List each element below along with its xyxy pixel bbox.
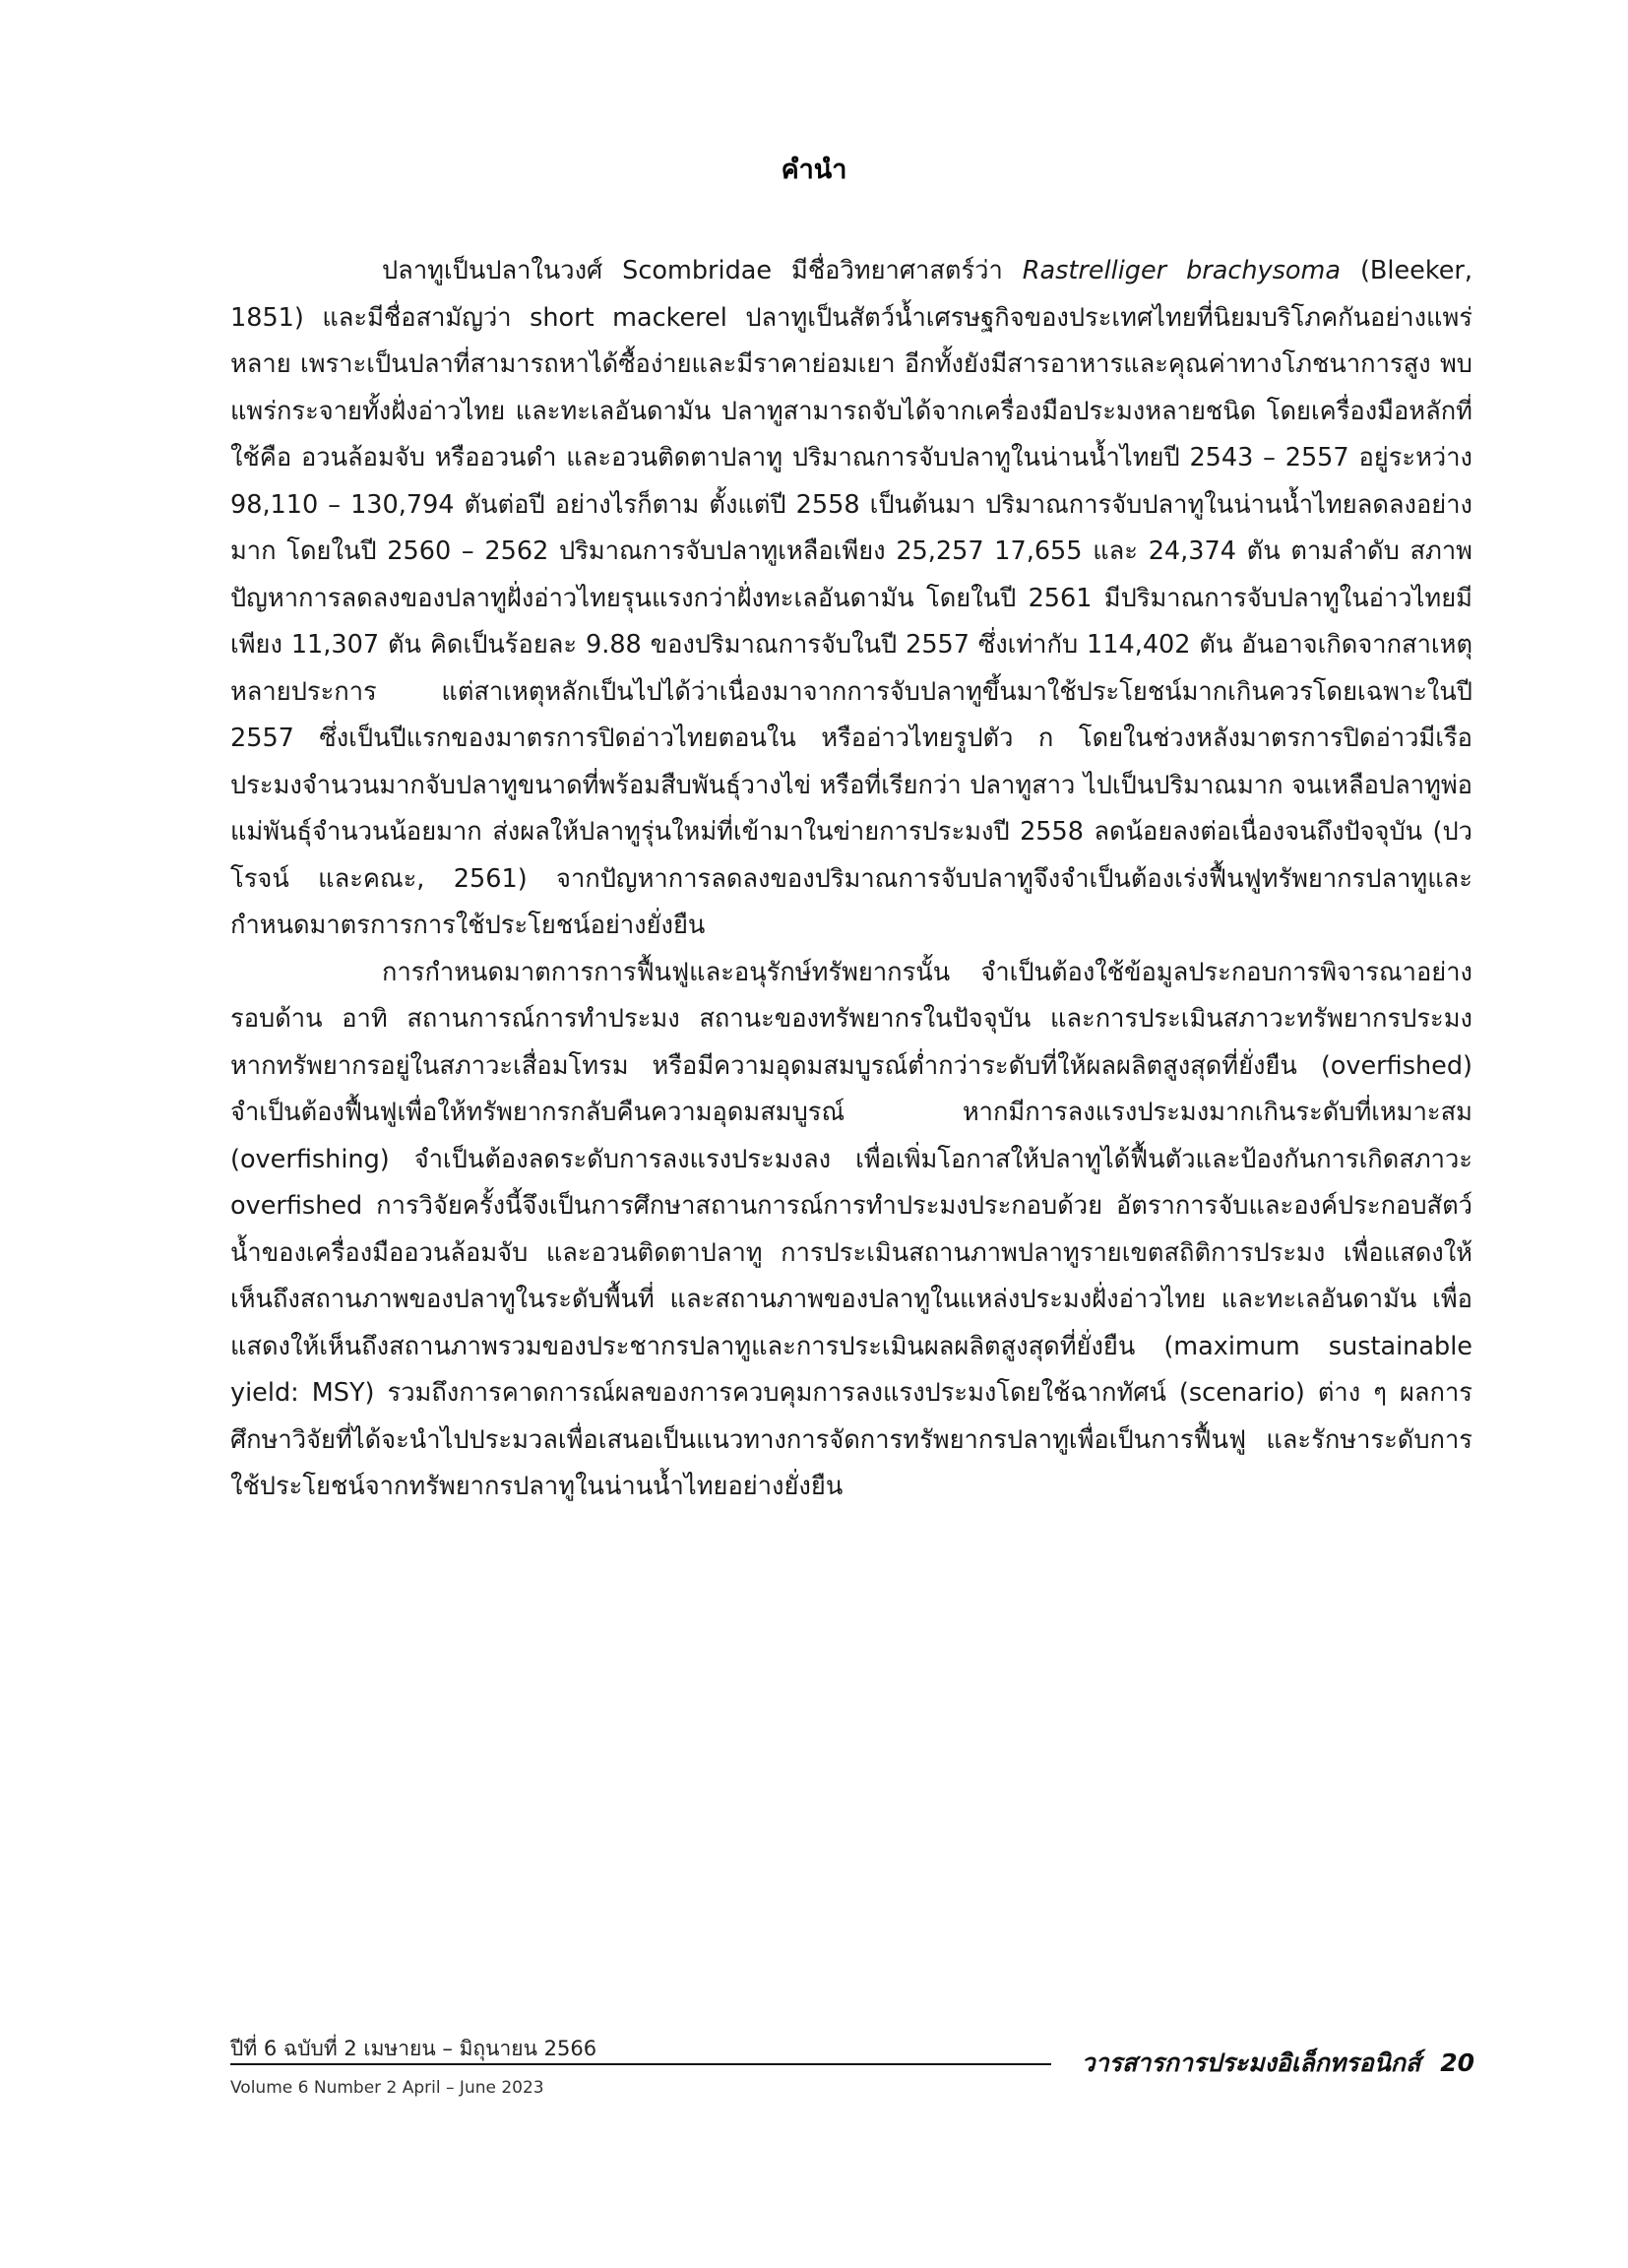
body-text [230, 248, 1472, 1511]
footer-issue [230, 2034, 596, 2101]
paragraph-2: การกำหนดมาตการการฟื้นฟูและอนุรักษ์ทรัพยากรนั้น จำเป็นต้องใช้ข้อมูลประกอบการพิจารณาอย่างรอบด้าน อาทิ สถานการณ์การทำประมง สถานะของทรัพยากรในปัจจุบัน และการประเมินสภาวะทรัพยากรประมง หากทรัพยากรอยู่ในสภาวะเสื่อมโทรม หรือมีความอุดมสมบูรณ์ต่ำกว่าระดับที่ให้ผลผลิตสูงสุดที่ยั่งยืน (overfished) จำเป็นต้องฟื้นฟูเพื่อให้ทรัพยากรกลับคืนความอุดมสมบูรณ์ หากมีการลงแรงประมงมากเกินระดับที่เหมาะสม (overfishing) จำเป็นต้องลดระดับการลงแรงประมงลง เพื่อเพิ่มโอกาสให้ปลาทูได้ฟื้นตัวและป้องกันการเกิดสภาวะ overfished การวิจัยครั้งนี้จึงเป็นการศึกษาสถานการณ์การทำประมงประกอบด้วย อัตราการจับและองค์ประกอบสัตว์น้ำของเครื่องมืออวนล้อมจับ และอวนติดตาปลาทู การประเมินสถานภาพปลาทูรายเขตสถิติการประมง เพื่อแสดงให้เห็นถึงสถานภาพของปลาทูในระดับพื้นที่ และสถานภาพของปลาทูในแหล่งประมงฝั่งอ่าวไทย และทะเลอันดามัน เพื่อแสดงให้เห็นถึงสถานภาพรวมของประชากรปลาทูและการประเมินผลผลิตสูงสุดที่ยั่งยืน (maximum sustainable yield: MSY) รวมถึงการคาดการณ์ผลของการควบคุมการลงแรงประมงโดยใช้ฉากทัศน์ (scenario) ต่าง ๆ ผลการศึกษาวิจัยที่ได้จะนำไปประมวลเพื่อเสนอเป็นแนวทางการจัดการทรัพยากรปลาทูเพื่อเป็นการฟื้นฟู และรักษาระดับการใช้ประโยชน์จากทรัพยากรปลาทูในน่านน้ำไทยอย่างยั่งยืน [230, 957, 1472, 1501]
issue-english: Volume 6 Number 2 April – June 2023 [230, 2078, 544, 2098]
journal-name: วารสารการประมงอิเล็กทรอนิกส์ [1081, 2048, 1421, 2077]
issue-thai: ปีที่ 6 ฉบับที่ 2 เมษายน – มิถุนายน 2566 [230, 2037, 597, 2060]
page-title: คำนำ [781, 155, 847, 185]
footer-journal [1082, 2044, 1474, 2083]
page-number: 20 [1440, 2048, 1474, 2077]
scientific-name: Rastrelliger brachysoma [1022, 256, 1342, 285]
paragraph-1 [230, 248, 1472, 950]
paragraph-1-intro: ปลาทูเป็นปลาในวงศ์ Scombridae มีชื่อวิทยาศาสตร์ว่า [382, 256, 1023, 285]
paragraph-1-rest: (Bleeker, 1851) และมีชื่อสามัญว่า short mackerel ปลาทูเป็นสัตว์น้ำเศรษฐกิจของประเทศไทยที่นิยมบริโภคกันอย่างแพร่หลาย เพราะเป็นปลาที่สามารถหาได้ซื้อง่ายและมีราคาย่อมเยา อีกทั้งยังมีสารอาหารและคุณค่าทางโภชนาการสูง พบแพร่กระจายทั้งฝั่งอ่าวไทย และทะเลอันดามัน ปลาทูสามารถจับได้จากเครื่องมือประมงหลายชนิด โดยเครื่องมือหลักที่ใช้คือ อวนล้อมจับ หรืออวนดำ และอวนติดตาปลาทู ปริมาณการจับปลาทูในน่านน้ำไทยปี 2543 – 2557 อยู่ระหว่าง 98,110 – 130,794 ตันต่อปี อย่างไรก็ตาม ตั้งแต่ปี 2558 เป็นต้นมา ปริมาณการจับปลาทูในน่านน้ำไทยลดลงอย่างมาก โดยในปี 2560 – 2562 ปริมาณการจับปลาทูเหลือเพียง 25,257 17,655 และ 24,374 ตัน ตามลำดับ สภาพปัญหาการลดลงของปลาทูฝั่งอ่าวไทยรุนแรงกว่าฝั่งทะเลอันดามัน โดยในปี 2561 มีปริมาณการจับปลาทูในอ่าวไทยมีเพียง 11,307 ตัน คิดเป็นร้อยละ 9.88 ของปริมาณการจับในปี 2557 ซึ่งเท่ากับ 114,402 ตัน อันอาจเกิดจากสาเหตุหลายประการ แต่สาเหตุหลักเป็นไปได้ว่าเนื่องมาจากการจับปลาทูขึ้นมาใช้ประโยชน์มากเกินควรโดยเฉพาะในปี 2557 ซึ่งเป็นปีแรกของมาตรการปิดอ่าวไทยตอนใน หรืออ่าวไทยรูปตัว ก โดยในช่วงหลังมาตรการปิดอ่าวมีเรือประมงจำนวนมากจับปลาทูขนาดที่พร้อมสืบพันธุ์วางไข่ หรือที่เรียกว่า ปลาทูสาว ไปเป็นปริมาณมาก จนเหลือปลาทูพ่อแม่พันธุ์จำนวนน้อยมาก ส่งผลให้ปลาทูรุ่นใหม่ที่เข้ามาในข่ายการประมงปี 2558 ลดน้อยลงต่อเนื่องจนถึงปัจจุบัน (ปวโรจน์ และคณะ, 2561) จากปัญหาการลดลงของปริมาณการจับปลาทูจึงจำเป็นต้องเร่งฟื้นฟูทรัพยากรปลาทูและกำหนดมาตรการการใช้ประโยชน์อย่างยั่งยืน [230, 256, 1472, 940]
